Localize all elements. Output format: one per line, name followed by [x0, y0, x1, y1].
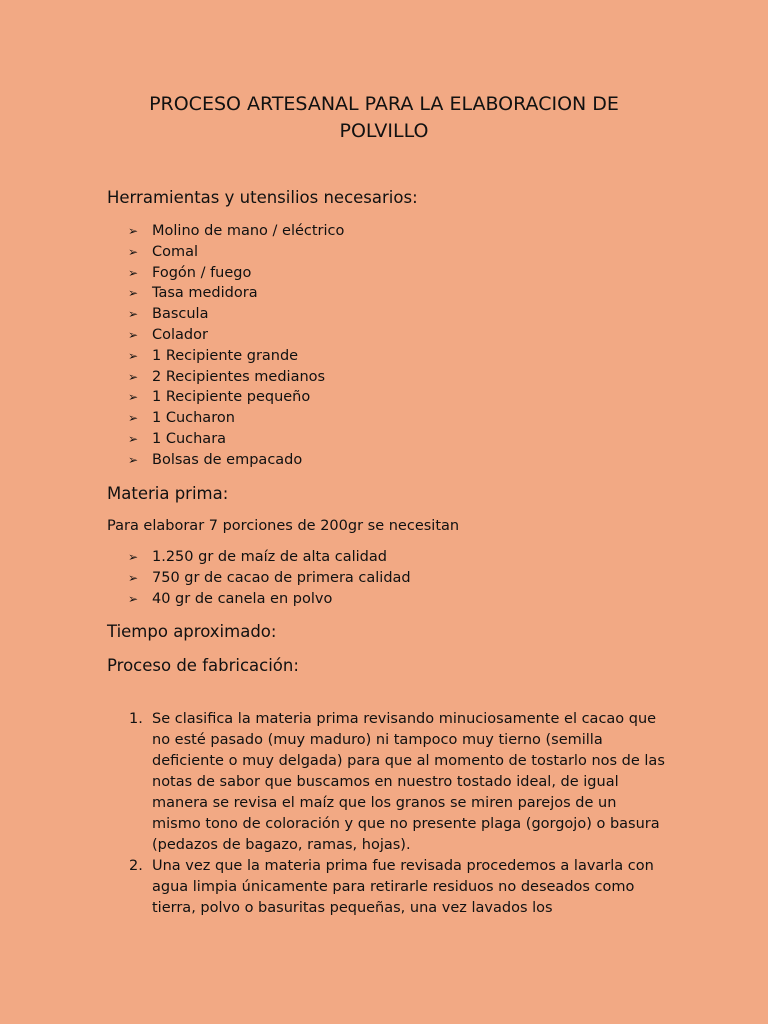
list-item	[107, 263, 344, 284]
arrow-bullet-icon: ➢	[128, 348, 139, 363]
list-item	[107, 408, 344, 429]
step-number: 2.	[129, 858, 143, 874]
step-number: 1.	[129, 711, 143, 727]
list-item-text: Bolsas de empacado	[152, 451, 303, 468]
arrow-bullet-icon: ➢	[128, 390, 139, 405]
title-line-2: POLVILLO	[339, 120, 429, 142]
list-item-text: 40 gr de canela en polvo	[152, 590, 333, 607]
list-item-text: 1 Cuchara	[152, 430, 227, 447]
step-text: Una vez que la materia prima fue revisada procedemos a lavarla con agua limpia únicamente para retirarle residuos no deseados como tierra, polvo o basuritas pequeñas, una vez lavados los	[152, 858, 654, 916]
list-item-text: Molino de mano / eléctrico	[152, 223, 345, 239]
process-step	[107, 709, 667, 856]
arrow-bullet-icon: ➢	[128, 224, 139, 238]
list-item-text: Bascula	[152, 306, 209, 323]
list-item-text: 750 gr de cacao de primera calidad	[152, 569, 411, 586]
list-item	[107, 304, 344, 325]
arrow-bullet-icon: ➢	[128, 570, 139, 585]
list-item	[107, 367, 344, 388]
list-item-text: 1 Recipiente pequeño	[152, 389, 311, 406]
tools-heading: Herramientas y utensilios necesarios:	[107, 188, 418, 207]
materials-intro: Para elaborar 7 porciones de 200gr se necesitan	[107, 518, 460, 534]
materials-heading: Materia prima:	[107, 484, 229, 503]
list-item	[107, 429, 344, 450]
list-item	[107, 346, 344, 367]
list-item	[107, 325, 344, 346]
list-item	[107, 547, 411, 568]
arrow-bullet-icon: ➢	[128, 591, 139, 606]
list-item	[107, 387, 344, 408]
arrow-bullet-icon: ➢	[128, 452, 139, 467]
arrow-bullet-icon: ➢	[128, 244, 139, 259]
list-item	[107, 283, 344, 304]
list-item-text: Tasa medidora	[152, 285, 258, 302]
materials-list	[107, 547, 411, 609]
list-item-text: 2 Recipientes medianos	[152, 368, 326, 385]
list-item-text: Colador	[152, 326, 208, 343]
list-item-text: 1.250 gr de maíz de alta calidad	[152, 549, 387, 565]
arrow-bullet-icon: ➢	[128, 369, 139, 384]
time-heading: Tiempo aproximado:	[107, 622, 277, 641]
list-item	[107, 242, 344, 263]
list-item-text: 1 Cucharon	[152, 410, 235, 427]
list-item-text: 1 Recipiente grande	[152, 347, 299, 364]
process-heading: Proceso de fabricación:	[107, 656, 299, 675]
list-item-text: Comal	[152, 243, 199, 260]
list-item-text: Fogón / fuego	[152, 264, 252, 281]
arrow-bullet-icon: ➢	[128, 307, 139, 322]
arrow-bullet-icon: ➢	[128, 265, 139, 280]
list-item	[107, 450, 344, 471]
document-title	[100, 91, 668, 145]
arrow-bullet-icon: ➢	[128, 286, 139, 301]
list-item	[107, 568, 411, 589]
title-line-1: PROCESO ARTESANAL PARA LA ELABORACION DE	[149, 93, 619, 115]
list-item	[107, 589, 411, 610]
process-steps	[107, 709, 667, 919]
process-step	[107, 856, 667, 919]
arrow-bullet-icon: ➢	[128, 431, 139, 446]
arrow-bullet-icon: ➢	[128, 327, 139, 342]
arrow-bullet-icon: ➢	[128, 550, 139, 564]
tools-list	[107, 221, 344, 471]
step-text: Se clasifica la materia prima revisando minuciosamente el cacao que no esté pasado (muy maduro) ni tampoco muy tierno (semilla deficiente o muy delgada) para que al momento de tostarlo nos de las notas de sabor que buscamos en nuestro tostado ideal, de igual manera se revisa el maíz que los granos se miren parejos de un mismo tono de coloración y que no presente plaga (gorgojo) o basura (pedazos de bagazo, ramas, hojas).	[152, 711, 665, 853]
list-item	[107, 221, 344, 242]
arrow-bullet-icon: ➢	[128, 411, 139, 426]
